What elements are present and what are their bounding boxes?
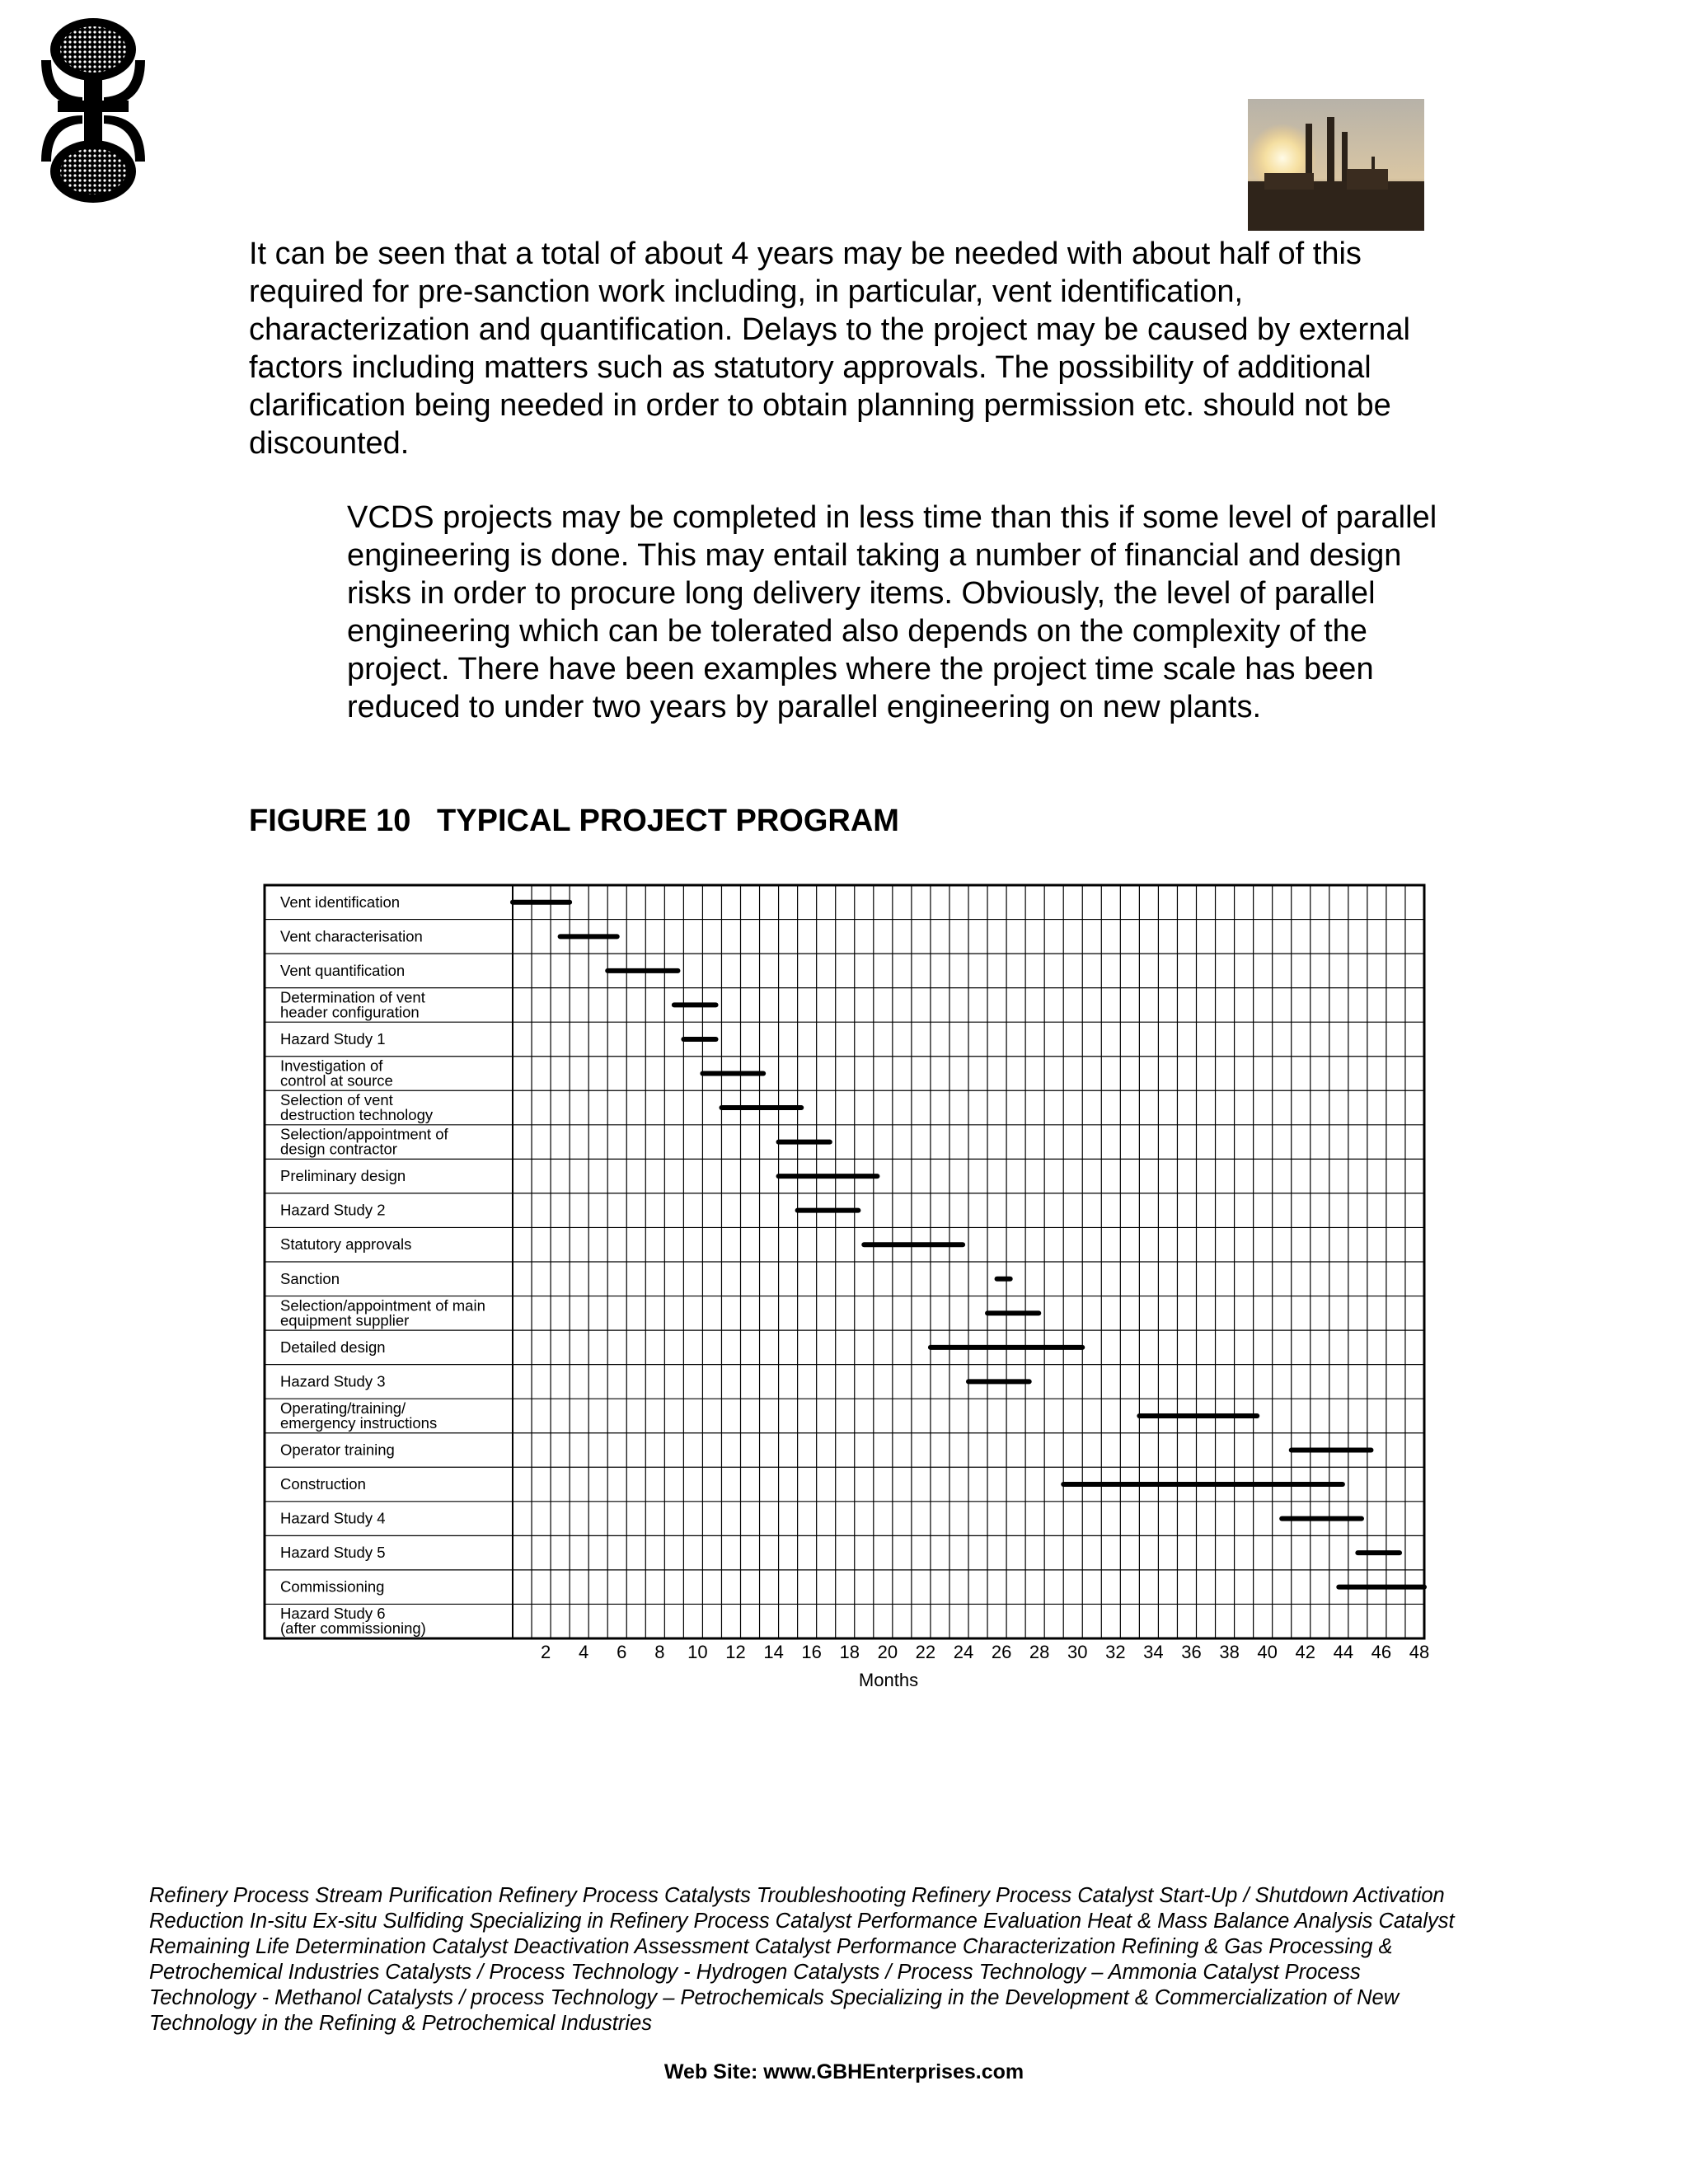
task-label: Operating/training/ <box>280 1399 406 1417</box>
chart-grid <box>265 885 1424 1638</box>
x-tick-label: 8 <box>654 1642 665 1662</box>
gbh-logo-icon <box>33 15 153 204</box>
task-label: emergency instructions <box>280 1413 438 1432</box>
x-tick-label: 46 <box>1371 1642 1392 1662</box>
footer-services-text: Refinery Process Stream Purification Refinery Process Catalysts Troubleshooting Refinery Process Catalyst Start-Up / Shutdown Activation Reduction In-situ Ex-situ Sulfiding Specializing in Refinery Process Catalyst Performance Evaluation Heat & Mass Balance Analysis Catalyst Remaining Life Determination Catalyst Deactivation Assessment Catalyst Performance Characterization Refining & Gas Processing & Petrochemical Industries Catalysts / Process Technology - Hydrogen Catalysts / Process Technology – Ammonia Catalyst Process Technology - Methanol Catalysts / process Technology – Petrochemicals Specializing in the Development & Commercialization of New Technology in the Refining & Petrochemical Industries <box>149 1884 1455 2035</box>
task-labels <box>280 893 485 1637</box>
x-tick-label: 18 <box>839 1642 860 1662</box>
x-tick-labels <box>541 1642 1429 1662</box>
task-label: Investigation of <box>280 1057 383 1075</box>
x-tick-label: 40 <box>1257 1642 1278 1662</box>
task-label: Preliminary design <box>280 1167 406 1185</box>
refinery-sunset-photo <box>1248 99 1424 231</box>
task-label: Selection of vent <box>280 1091 393 1109</box>
x-tick-label: 42 <box>1295 1642 1315 1662</box>
task-label: Vent identification <box>280 893 401 911</box>
task-label: Hazard Study 3 <box>280 1372 386 1390</box>
task-label: destruction technology <box>280 1106 434 1124</box>
task-label: Hazard Study 4 <box>280 1509 386 1527</box>
x-tick-label: 2 <box>540 1642 551 1662</box>
task-label: Detailed design <box>280 1338 386 1356</box>
task-label: Vent characterisation <box>280 927 423 945</box>
x-tick-label: 14 <box>763 1642 784 1662</box>
x-tick-label: 4 <box>579 1642 589 1662</box>
x-tick-label: 32 <box>1105 1642 1126 1662</box>
x-tick-label: 16 <box>801 1642 822 1662</box>
x-tick-label: 36 <box>1181 1642 1202 1662</box>
task-label: Selection/appointment of <box>280 1125 448 1143</box>
task-label: equipment supplier <box>280 1311 410 1329</box>
project-program-gantt-chart <box>247 875 1442 1699</box>
website-footer: Web Site: www.GBHEnterprises.com <box>663 2060 1025 2083</box>
task-label: Selection/appointment of main <box>280 1296 485 1315</box>
x-axis-label: Months <box>858 1670 919 1690</box>
x-tick-label: 38 <box>1219 1642 1240 1662</box>
task-label: Hazard Study 1 <box>280 1029 386 1047</box>
task-label: header configuration <box>280 1003 420 1021</box>
x-tick-label: 48 <box>1409 1642 1430 1662</box>
x-tick-label: 12 <box>725 1642 746 1662</box>
x-tick-label: 24 <box>953 1642 974 1662</box>
task-label: Determination of vent <box>280 988 425 1006</box>
task-label: Statutory approvals <box>280 1235 412 1254</box>
x-tick-label: 22 <box>915 1642 936 1662</box>
x-tick-label: 26 <box>991 1642 1012 1662</box>
x-tick-label: 28 <box>1029 1642 1050 1662</box>
task-label: Hazard Study 5 <box>280 1544 386 1562</box>
task-label: Vent quantification <box>280 961 406 979</box>
task-label: (after commissioning) <box>280 1619 426 1638</box>
task-label: Hazard Study 2 <box>280 1201 386 1219</box>
x-tick-label: 34 <box>1143 1642 1164 1662</box>
task-label: Construction <box>280 1475 366 1493</box>
task-label: control at source <box>280 1071 393 1090</box>
body-paragraph-1: It can be seen that a total of about 4 years may be needed with about half of this required for pre-sanction work including, in particular, vent identification, characterization and quantification. Delays to the project may be caused by external factors including matters such as statutory approvals. The possibility of additional clarification being needed in order to obtain planning permission etc. should not be discounted. <box>249 237 1410 461</box>
figure-title: FIGURE 10 TYPICAL PROJECT PROGRAM <box>249 804 899 838</box>
x-tick-label: 30 <box>1067 1642 1088 1662</box>
task-label: Hazard Study 6 <box>280 1605 386 1623</box>
task-label: Commissioning <box>280 1577 385 1596</box>
x-tick-label: 10 <box>687 1642 708 1662</box>
x-tick-label: 6 <box>617 1642 627 1662</box>
task-label: design contractor <box>280 1140 397 1158</box>
task-label: Sanction <box>280 1269 340 1287</box>
body-paragraph-2: VCDS projects may be completed in less time than this if some level of parallel engineering is done. This may entail taking a number of financial and design risks in order to procure long delivery items. Obviously, the level of parallel engineering which can be tolerated also depends on the complexity of the project. There have been examples where the project time scale has been reduced to under two years by parallel engineering on new plants. <box>347 500 1437 724</box>
x-tick-label: 44 <box>1333 1642 1354 1662</box>
task-label: Operator training <box>280 1441 395 1459</box>
x-tick-label: 20 <box>877 1642 898 1662</box>
